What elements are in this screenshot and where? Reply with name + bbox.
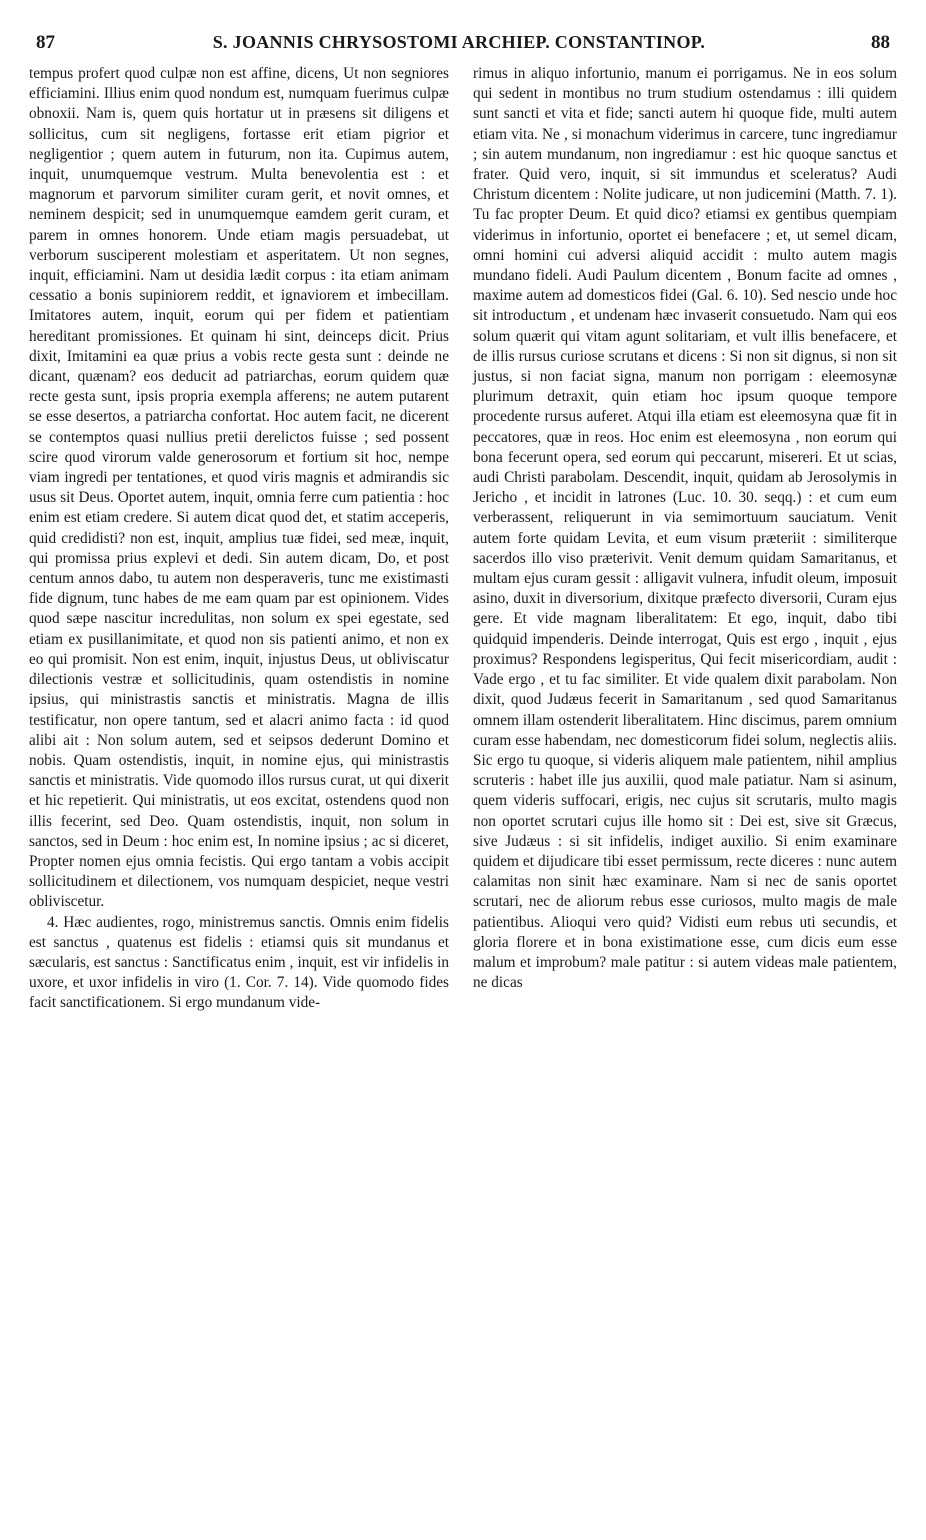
right-paragraph-1: rimus in aliquo infortunio, manum ei porrigamus. Ne in eos solum qui sedent in montibus no trum studium ostendamus : illi quidem sunt sancti et vita et fide; sancti autem hi quoque fide, multi autem etiam vita. Ne , si monachum viderimus in carcere, tunc ingrediamur ; sin autem mundanum, non ingrediamur : est hic quoque sanctus et frater. Quid vero, inquit, si sit immundus et sceleratus? Audi Christum dicentem : Nolite judicare, ut non judicemini (Matth. 7. 1). Tu fac propter Deum. Et quid dico? etiamsi ex gentibus quempiam viderimus in infortunio, oportet ei benefacere ; et, ut semel dicam, omni homini cui adversi aliquid accidit : multo autem magis mundano fideli. Audi Paulum dicentem , Bonum facite ad omnes , maxime autem ad domesticos fidei (Gal. 6. 10). Sed nescio unde hoc sit introductum , et undenam hæc invaserit consuetudo. Nam qui eos solum quærit qui vitam agunt solitariam, et vult illis benefacere, et de illis rursus curiose scrutans et dicens : Si non sit dignus, si non sit justus, si non faciat signa, manum non porrigam : eleemosynæ plurimum detraxit, quin etiam hoc ipsum quoque tempore procedente rursus auferet. Atqui illa etiam est eleemosyna quæ fit in peccatores, quæ in reos. Hoc enim est eleemosyna , non eorum qui bona fecerunt opera, sed eorum qui peccarunt, misereri. Et ut scias, audi Christi parabolam. Descendit, inquit, quidam ab Jerosolymis in Jericho , et incidit in latrones (Luc. 10. 30. seqq.) : et cum eum verberassent, reliquerunt in via semimortuum sauciatum. Venit autem forte quidam Levita, et eum visum præteriit : similiterque sacerdos illo viso præterivit. Venit demum quidam Samaritanus, et multam ejus curam gessit : alligavit vulnera, infudit oleum, imposuit asino, duxit in diversorium, dixitque præfecto diversorii, Curam ejus gere. Et vide magnam liberalitatem: Et ego, inquit, dabo tibi quidquid impenderis. Deinde interrogat, Quis est ergo , inquit , ejus proximus? Respondens legisperitus, Qui fecit misericordiam, audit : Vade ergo , et tu fac similiter. Et vide qualem dixit parabolam. Non dixit, quod Judæus fecerit in Samaritanum , sed quod Samaritanus omnem illam ostenderit liberalitatem. Hinc discimus, parem omnium curam esse habendam, nec domesticorum fidei solum, neglectis aliis. Sic ergo tu quoque, si videris aliquem male patientem, nihil amplius scruteris : habet ille jus auxilii, quod male patiatur. Nam si asinum, quem videris suffocari, erigis, nec cujus sit scrutaris, multo magis non oportet scrutari cujus ille homo sit : Dei est, sive sit Græcus, sive Judæus : si sit infidelis, indiget auxilio. Si enim examinare quidem et dijudicare tibi esset permissum, recte diceres : nunc autem calamitas non sinit hæc examinare. Nam si nec de sanis oportet scrutari, nec de aliorum rebus esse curiosos, multo magis de male patientibus. Alioqui vero quid? Vidisti eum rebus uti secundis, et gloria florere et in bona existimatione esse, cum dicis eum esse malum et improbum? male patitur : si autem videas male patientem, ne dicas: [473, 65, 897, 992]
page-header: [22, 28, 896, 58]
right-column: [473, 64, 897, 993]
left-paragraph-1: tempus profert quod culpæ non est affine, dicens, Ut non segniores efficiamini. Illius enim quod nondum est, numquam fuerimus culpæ obnoxii. Nam is, quem quis hortatur ut in præsens sit diligens et sollicitus, cum sit negligens, fortasse erit etiam pigrior et negligentior ; quem autem in futurum, non ita. Cupimus autem, inquit, unumquemque vestrum. Multa benevolentia est : et magnorum et parvorum similiter curam gerit, et novit omnes, et neminem despicit; sed in unumquemque eamdem gerit curam, et parem in omnes honorem. Unde etiam magis persuadebat, ut verborum susciperent molestiam et asperitatem. Ut non segnes, inquit, efficiamini. Nam ut desidia lædit corpus : ita etiam animam cessatio a bonis supiniorem reddit, et ignaviorem et imbecillam. Imitatores autem, inquit, eorum qui per fidem et patientiam hereditant promissiones. Et quinam hi sint, deinceps dicit. Prius dixit, Imitamini ea quæ prius a vobis recte gesta sunt : deinde ne dicant, quænam? eos deducit ad patriarchas, eorum quidem quæ recte gesta sunt, ipsis propria exempla afferens; ne autem putarent se esse desertos, a patriarcha confortat. Hoc autem facit, ne dicerent se contemptos quasi nullius pretii derelictos fuisse ; sed possent scire quod virorum valde generosorum et fortium sit hoc, nempe viam ingredi per tentationes, et quod viris magnis et admirandis sic usus sit Deus. Oportet autem, inquit, omnia ferre cum patientia : hoc enim est etiam credere. Si autem dicat quod det, et statim acceperis, quid credidisti? non est, inquit, amplius tuæ fidei, sed meæ, inquit, qui promissa prius explevi et dedi. Sin autem dicam, Do, et post centum annos dabo, tu autem non desperaveris, tunc me existimasti fide dignum, tunc habes de me eam quam par est opinionem. Vides quod sæpe nascitur incredulitas, non solum ex spei egestate, sed etiam ex pusillanimitate, et quod non sis patienti animo, et non ex eo qui promisit. Non est enim, inquit, injustus Deus, ut obliviscatur dilectionis vestræ et sollicitudinis, quam ostendistis in nomine ipsius, qui ministrastis sanctis et ministratis. Magna de illis testificatur, non opere tantum, sed et alacri animo facta : id quod alibi ait : Non solum autem, sed et seipsos dederunt Domino et nobis. Quam ostendistis, inquit, in nomine ejus, qui ministrastis sanctis et ministratis. Vide quomodo illos rursus curat, ut qui dixerit et hic repetierit. Qui ministratis, ut eos excitat, ostendens quod non illis fecerint, sed Deo. Quam ostendistis, inquit, non solum in sanctos, sed in Deum : hoc enim est, In nomine ipsius ; ac si diceret, Propter nomen ejus omnia fecistis. Qui ergo tantam a vobis accipit sollicitudinem et dilectionem, vos numquam despiciet, neque vestri obliviscetur.: [29, 65, 449, 911]
page-number-left: 87: [36, 32, 55, 53]
left-column: [29, 64, 449, 1014]
running-head-title: S. JOANNIS CHRYSOSTOMI ARCHIEP. CONSTANTINOP.: [212, 32, 706, 52]
page-number-right: 88: [871, 32, 890, 53]
left-paragraph-2: 4. Hæc audientes, rogo, ministremus sanctis. Omnis enim fidelis est sanctus , quatenus est fidelis : etiamsi quis sit mundanus et sæcularis, est sanctus : Sanctificatus enim , inquit, est vir infidelis in uxore, et uxor infidelis in viro (1. Cor. 7. 14). Vide quomodo fides facit sanctificationem. Si ergo mundanum vide-: [29, 913, 449, 1012]
